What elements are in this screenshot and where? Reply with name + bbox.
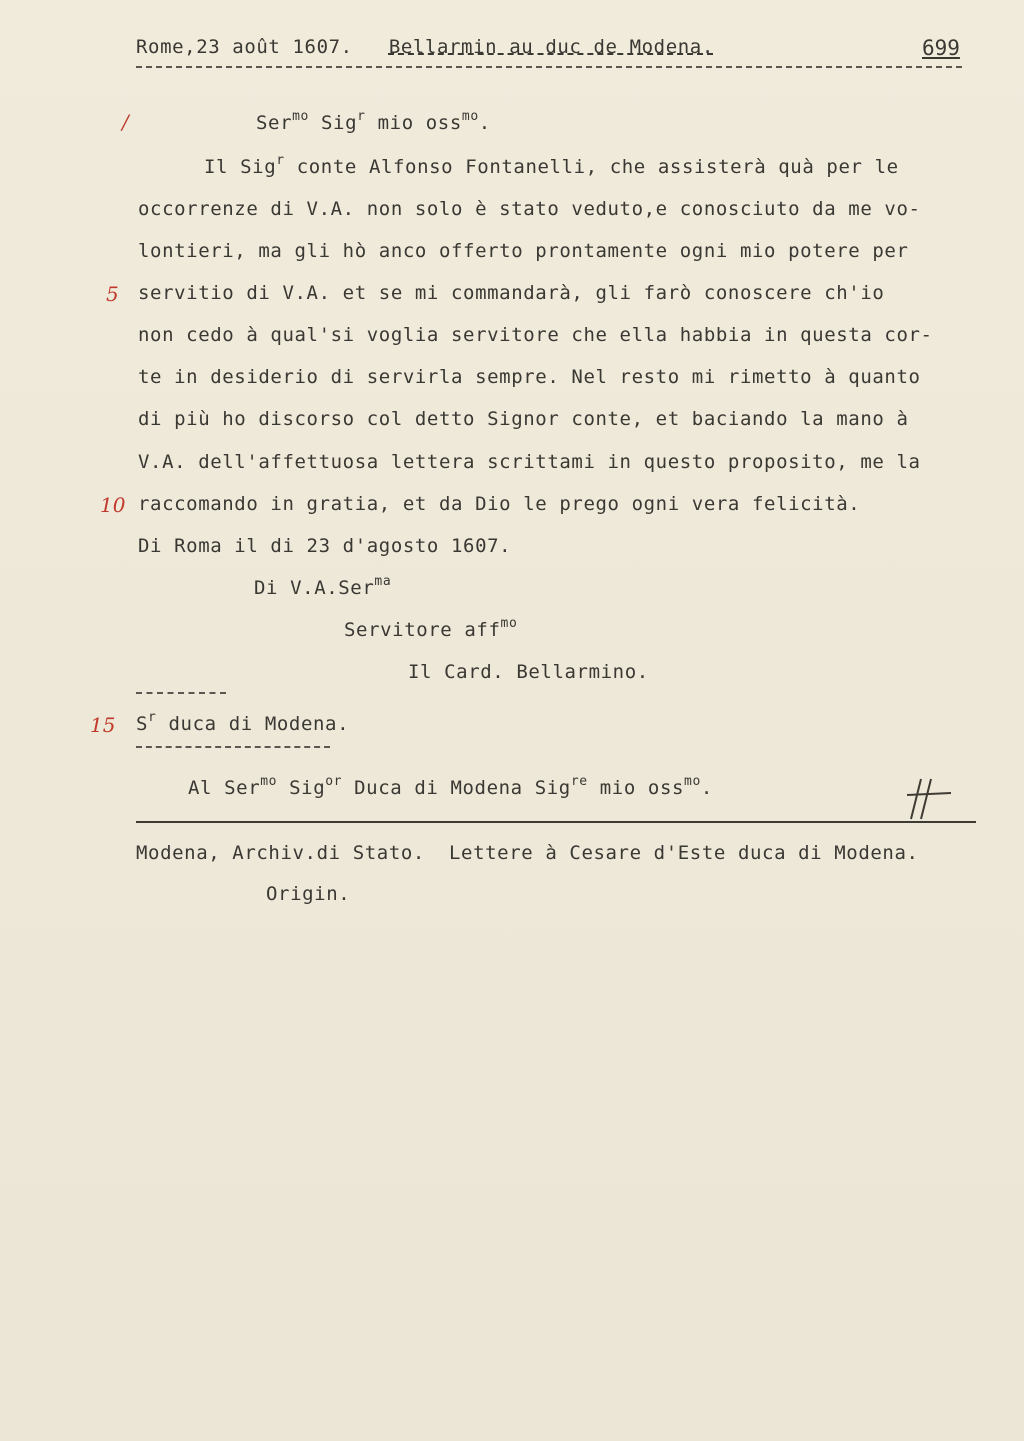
recipient-rule-bottom [136, 746, 330, 748]
letter-line-6: te in desiderio di servirla sempre. Nel resto mi rimetto à quanto [138, 366, 921, 388]
closing-line-1: Di V.A.Ser$^{ma}$ [254, 574, 392, 599]
margin-number-5: 5 [106, 282, 119, 306]
recipient-rule-top [136, 692, 226, 694]
salutation: Ser$^{mo}$ Sig$^r$ mio oss$^{mo}$. [256, 109, 491, 134]
header-rule [136, 66, 962, 68]
letter-line-2: occorrenze di V.A. non solo è stato veduto,e conosciuto da me vo- [138, 198, 921, 220]
margin-number-1: / [122, 110, 129, 134]
page-header [136, 36, 714, 58]
margin-number-10: 10 [100, 493, 126, 517]
signature: Il Card. Bellarmino. [408, 661, 649, 683]
letter-line-1: Il Sig$^r$ conte Alfonso Fontanelli, che assisterà quà per le [204, 153, 899, 178]
letter-line-9: raccomando in gratia, et da Dio le prego ogni vera felicità. [138, 493, 861, 515]
address-line: Al Ser$^{mo}$ Sig$^{or}$ Duca di Modena Sig$^{re}$ mio oss$^{mo}$. [188, 774, 713, 799]
letter-line-3: lontieri, ma gli hò anco offerto prontamente ogni mio potere per [138, 240, 909, 262]
letter-date-line: Di Roma il di 23 d'agosto 1607. [138, 535, 512, 557]
source-line-1: Modena, Archiv.di Stato. Lettere à Cesare d'Este duca di Modena. [136, 842, 919, 864]
letter-line-4: servitio di V.A. et se mi commandarà, gli farò conoscere ch'io [138, 282, 885, 304]
header-title: Bellarmin au duc de Modena. [388, 36, 714, 58]
letter-line-5: non cedo à qual'si voglia servitore che ella habbia in questa cor- [138, 324, 933, 346]
closing-line-2: Servitore aff$^{mo}$ [344, 616, 518, 641]
source-rule [136, 821, 976, 823]
handwritten-mark-icon [905, 775, 953, 823]
source-line-2: Origin. [266, 883, 351, 905]
header-place-date: Rome,23 août 1607. [136, 36, 353, 58]
letter-line-8: V.A. dell'affettuosa lettera scrittami in questo proposito, me la [138, 451, 921, 473]
page-number: 699 [922, 36, 960, 60]
margin-number-15: 15 [90, 713, 116, 737]
letter-line-7: di più ho discorso col detto Signor conte, et baciando la mano à [138, 408, 909, 430]
recipient-line: $S^r$ duca di Modena. [136, 710, 350, 735]
